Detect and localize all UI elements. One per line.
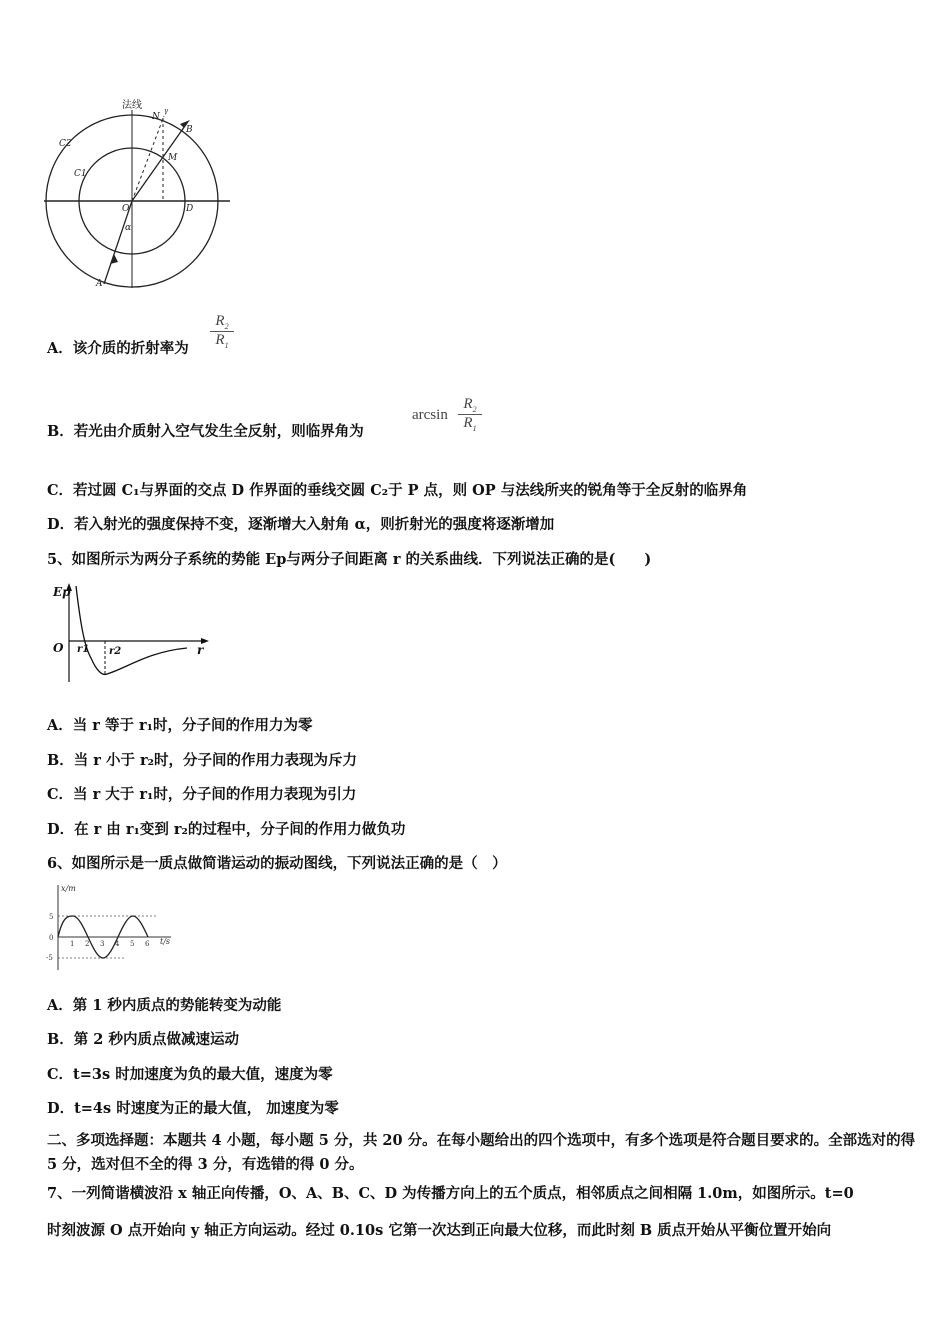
q4-option-d: D．若入射光的强度保持不变，逐渐增大入射角 α，则折射光的强度将逐渐增加	[47, 516, 555, 533]
origin-label: O	[53, 641, 64, 655]
arcsin-text: arcsin	[412, 407, 448, 423]
q4-option-b: B．若光由介质射入空气发生全反射，则临界角为	[47, 423, 364, 440]
q6-stem: 6、如图所示是一质点做简谐运动的振动图线，下列说法正确的是（ ）	[47, 855, 507, 872]
dashed-on	[132, 116, 164, 201]
frac-den-sub-b: 1	[472, 424, 477, 433]
tick-1: 1	[70, 940, 75, 948]
frac-num-b: R	[463, 396, 473, 412]
q5-option-a: A．当 r 等于 r₁时，分子间的作用力为零	[47, 717, 313, 734]
frac-num-sub: 2	[224, 322, 229, 331]
q6-option-c: C．t=3s 时加速度为负的最大值，速度为零	[47, 1066, 333, 1083]
frac-num: R	[215, 313, 225, 329]
y-pos-label: 5	[49, 913, 54, 921]
gamma-label: γ	[164, 107, 169, 115]
q6-option-a: A．第 1 秒内质点的势能转变为动能	[47, 997, 282, 1014]
y-zero-label: 0	[49, 934, 54, 942]
q5-option-c: C．当 r 大于 r₁时，分子间的作用力表现为引力	[47, 786, 357, 803]
alpha-label: α	[125, 223, 132, 233]
x-unit-label: x/m	[61, 884, 76, 893]
incident-arrow	[110, 254, 118, 264]
ylabel: Ep	[53, 585, 71, 599]
normal-label: 法线	[122, 100, 142, 111]
refracted-ray	[132, 123, 187, 201]
tick-5: 5	[130, 940, 135, 948]
r2-label: r2	[109, 646, 122, 657]
q5-option-b: B．当 r 小于 r₂时，分子间的作用力表现为斥力	[47, 752, 358, 769]
frac-den-b: R	[463, 415, 473, 431]
section2-heading: 二、多项选择题：本题共 4 小题，每小题 5 分，共 20 分。在每小题给出的四个选项中，有多个选项是符合题目要求的。全部选对的得 5 分，选对但不全的得 3 分，有选错的得 0 分。	[47, 1132, 916, 1173]
q7-line1: 7、一列简谐横波沿 x 轴正向传播，O、A、B、C、D 为传播方向上的五个质点，相邻质点之间相隔 1.0m，如图所示。t=0	[47, 1185, 854, 1202]
b-label: B	[186, 125, 193, 135]
m-label: M	[168, 153, 178, 163]
tick-2: 2	[85, 940, 90, 948]
ep-curve	[76, 586, 187, 674]
frac-den-sub: 1	[224, 341, 229, 350]
y-neg-label: -5	[46, 954, 53, 962]
tick-6: 6	[145, 940, 150, 948]
a-label: A	[96, 279, 103, 289]
q4-a-fraction	[210, 313, 234, 350]
t-unit-label: t/s	[160, 937, 171, 946]
q4-option-a: A．该介质的折射率为	[47, 340, 189, 357]
r1-label: r1	[77, 644, 90, 655]
n-label: N	[152, 112, 160, 122]
tick-3: 3	[100, 940, 105, 948]
potential-energy-graph	[47, 580, 217, 688]
q6-option-d: D．t=4s 时速度为正的最大值， 加速度为零	[47, 1100, 339, 1117]
q5-option-d: D．在 r 由 r₁变到 r₂的过程中，分子间的作用力做负功	[47, 821, 406, 838]
q6-option-b: B．第 2 秒内质点做减速运动	[47, 1031, 239, 1048]
q5-stem: 5、如图所示为两分子系统的势能 Ep与两分子间距离 r 的关系曲线．下列说法正确的是( )	[47, 551, 652, 568]
q7-line2: 时刻波源 O 点开始向 y 轴正方向运动。经过 0.10s 它第一次达到正向最大位移，而此时刻 B 质点开始从平衡位置开始向	[47, 1222, 832, 1239]
frac-num-sub-b: 2	[472, 405, 477, 414]
c2-label: C2	[59, 139, 72, 149]
q4-option-c: C．若过圆 C₁与界面的交点 D 作界面的垂线交圆 C₂于 P 点，则 OP 与法线所夹的锐角等于全反射的临界角	[47, 482, 748, 499]
refraction-figure	[44, 96, 234, 292]
xlabel: r	[197, 643, 204, 657]
tick-4: 4	[115, 940, 120, 948]
o-label: O	[122, 204, 130, 214]
frac-den: R	[215, 332, 225, 348]
vibration-graph	[46, 880, 181, 975]
d-label: D	[186, 204, 194, 214]
q4-b-fraction	[458, 396, 482, 433]
c1-label: C1	[74, 169, 87, 179]
